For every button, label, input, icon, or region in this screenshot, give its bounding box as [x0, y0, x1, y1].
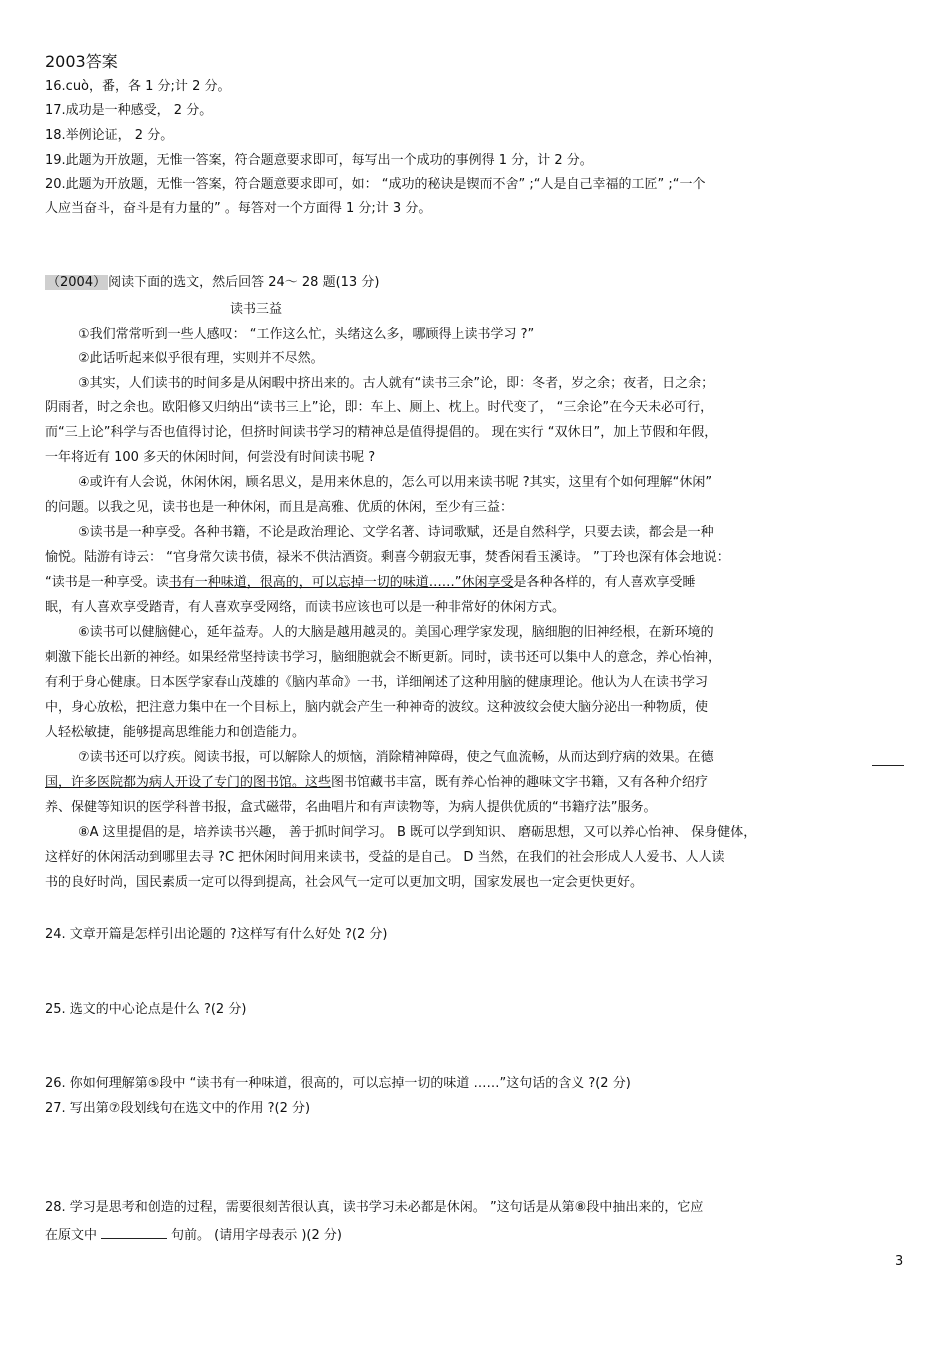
passage-intro-line [45, 274, 379, 292]
paragraph-7-underline-start [872, 765, 904, 766]
answer-19: 19.此题为开放题，无惟一答案，符合题意要求即可，每写出一个成功的事例得 1 分，计 2 分。 [45, 153, 593, 168]
paragraph-7-underlined-sentence: 国，许多医院都为病人开设了专门的图书馆。这些 [45, 775, 332, 790]
paragraph-4-line2: 的问题。以我之见，读书也是一种休闲，而且是高雅、优质的休闲，至少有三益： [45, 500, 514, 515]
paragraph-3-line3: 而“三上论”科学与否也值得讨论，但挤时间读书学习的精神总是值得提倡的。 现在实行 “双休日”，加上节假和年假， [45, 425, 718, 440]
paragraph-1: ①我们常常听到一些人感叹： “工作这么忙，头绪这么多，哪顾得上读书学习 ?” [78, 327, 535, 342]
question-25: 25. 选文的中心论点是什么 ?(2 分) [45, 1002, 247, 1017]
answer-20-line1: 20.此题为开放题，无惟一答案，符合题意要求即可，如： “成功的秘诀是锲而不舍” ;“人是自己幸福的工匠” ;“一个 [45, 177, 706, 192]
paragraph-7-line3: 养、保健等知识的医学科普书报，盒式磁带，名曲唱片和有声读物等，为病人提供优质的“书籍疗法”服务。 [45, 800, 657, 815]
paragraph-5-line3-post: 是各种各样的，有人喜欢享受睡 [513, 575, 696, 590]
paragraph-3-line4: 一年将近有 100 多天的休闲时间，何尝没有时间读书呢 ? [45, 450, 376, 465]
paragraph-5-underlined-quote: 书有一种味道，很高的，可以忘掉一切的味道……”休闲享受 [168, 575, 514, 590]
answer-17: 17.成功是一种感受， 2 分。 [45, 103, 213, 118]
answer-20-line2: 人应当奋斗，奋斗是有力量的” 。每答对一个方面得 1 分;计 3 分。 [45, 201, 432, 216]
page-number: 3 [895, 1254, 904, 1269]
paragraph-3-line2: 阴雨者，时之余也。欧阳修又归纳出“读书三上”论，即：车上、厕上、枕上。时代变了， “三余论”在今天未必可行， [45, 400, 714, 415]
paragraph-7-line2 [45, 774, 708, 792]
paragraph-7-line2-post: 图书馆藏书丰富，既有养心怡神的趣味文字书籍，又有各种介绍疗 [331, 775, 709, 790]
passage-intro: 阅读下面的选文，然后回答 24～ 28 题(13 分) [108, 275, 380, 290]
paragraph-5-line3-pre: “读书是一种享受。读 [45, 575, 169, 590]
question-28-line2-post: 句前。 (请用字母表示 )(2 分) [171, 1228, 342, 1243]
paragraph-2: ②此话听起来似乎很有理，实则并不尽然。 [78, 351, 324, 366]
paragraph-7-line1: ⑦读书还可以疗疾。阅读书报，可以解除人的烦恼，消除精神障碍，使之气血流畅，从而达到疗病的效果。在德 [78, 750, 714, 765]
passage-title: 读书三益 [230, 302, 283, 317]
paragraph-8-line2: 这样好的休闲活动到哪里去寻 ?C 把休闲时间用来读书，受益的是自己。 D 当然，在我们的社会形成人人爱书、人人读 [45, 850, 725, 865]
paragraph-6-line3: 有利于身心健康。日本医学家春山茂雄的《脑内革命》一书，详细阐述了这种用脑的健康理论。他认为人在读书学习 [45, 675, 709, 690]
answer-18: 18.举例论证， 2 分。 [45, 128, 174, 143]
paragraph-8-line3: 书的良好时尚，国民素质一定可以得到提高，社会风气一定可以更加文明，国家发展也一定会更快更好。 [45, 875, 644, 890]
answer-16: 16.cuò，番，各 1 分;计 2 分。 [45, 79, 231, 94]
paragraph-6-line4: 中，身心放松，把注意力集中在一个目标上，脑内就会产生一种神奇的波纹。这种波纹会使大脑分泌出一种物质，使 [45, 700, 709, 715]
paragraph-5-line2: 愉悦。陆游有诗云： “官身常欠读书债，禄米不供沽酒资。剩喜今朝寂无事，焚香闲看玉溪诗。 ”丁玲也深有体会地说： [45, 550, 730, 565]
paragraph-6-line5: 人轻松敏捷，能够提高思维能力和创造能力。 [45, 725, 306, 740]
paragraph-6-line2: 刺激下能长出新的神经。如果经常坚持读书学习，脑细胞就会不断更新。同时，读书还可以集中人的意念，养心怡神， [45, 650, 722, 665]
paragraph-6-line1: ⑥读书可以健脑健心，延年益寿。人的大脑是越用越灵的。美国心理学家发现，脑细胞的旧神经根，在新环境的 [78, 625, 714, 640]
year-tag-2004: （2004） [47, 275, 107, 290]
paragraph-4-line1: ④或许有人会说，休闲休闲，顾名思义，是用来休息的，怎么可以用来读书呢 ?其实，这里有个如何理解“休闲” [78, 475, 713, 490]
paragraph-3-line1: ③其实，人们读书的时间多是从闲暇中挤出来的。古人就有“读书三余”论，即：冬者，岁之余；夜者，日之余； [78, 376, 715, 391]
question-28-line1: 28. 学习是思考和创造的过程，需要很刻苦很认真，读书学习未必都是休闲。 ”这句话是从第⑧段中抽出来的，它应 [45, 1200, 704, 1215]
answers-2003-title: 2003答案 [45, 52, 118, 71]
question-24: 24. 文章开篇是怎样引出论题的 ?这样写有什么好处 ?(2 分) [45, 927, 388, 942]
paragraph-5-line1: ⑤读书是一种享受。各种书籍，不论是政治理论、文学名著、诗词歌赋，还是自然科学，只要去读，都会是一种 [78, 525, 714, 540]
paragraph-5-line3 [45, 574, 696, 592]
paragraph-8-line1: ⑧A 这里提倡的是，培养读书兴趣， 善于抓时间学习。 B 既可以学到知识、 磨砺思想，又可以养心怡神、 保身健体， [78, 825, 757, 840]
paragraph-5-line4: 眠，有人喜欢享受踏青，有人喜欢享受网络，而读书应该也可以是一种非常好的休闲方式。 [45, 600, 566, 615]
answer-blank[interactable] [101, 1224, 167, 1239]
question-28-line2 [45, 1224, 342, 1245]
question-28-line2-pre: 在原文中 [45, 1228, 98, 1243]
question-26: 26. 你如何理解第⑤段中 “读书有一种味道，很高的，可以忘掉一切的味道 ……”这句话的含义 ?(2 分) [45, 1076, 631, 1091]
question-27: 27. 写出第⑦段划线句在选文中的作用 ?(2 分) [45, 1101, 311, 1116]
